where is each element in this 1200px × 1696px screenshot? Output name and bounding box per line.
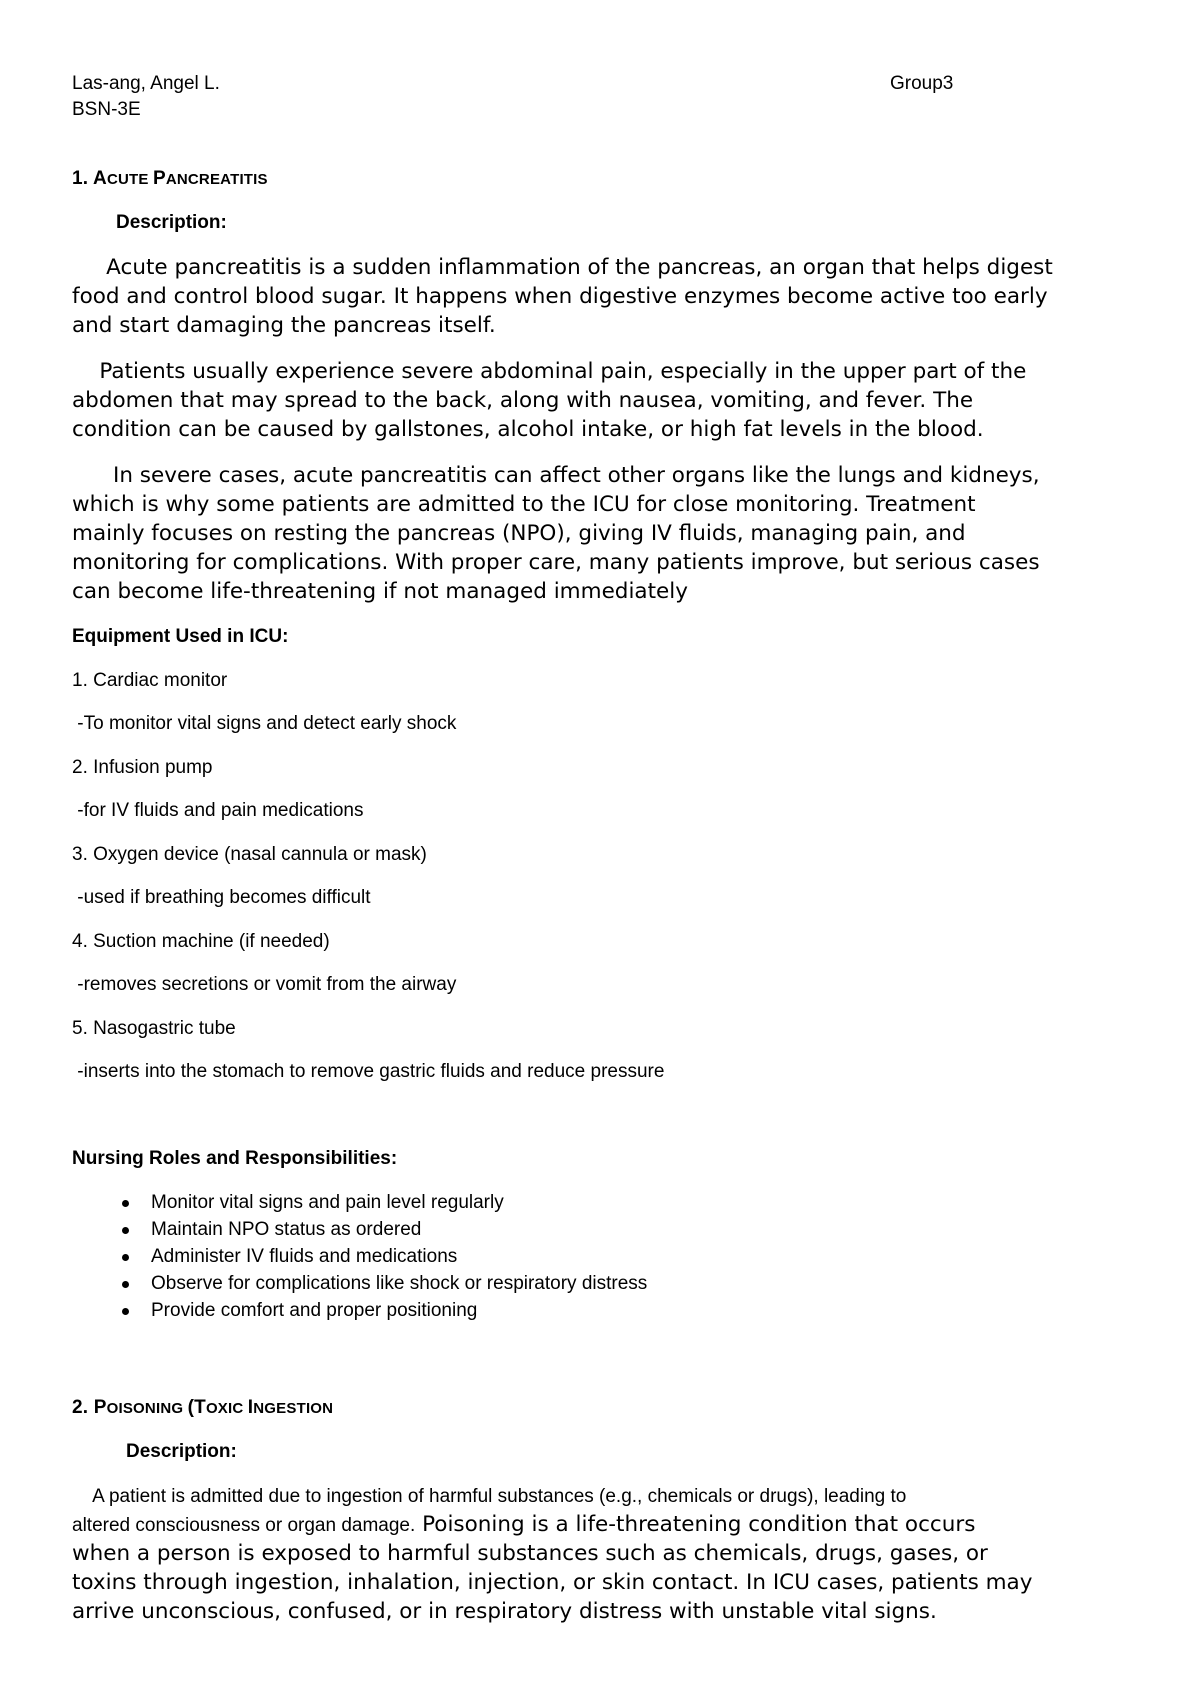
section2-description-label: Description: bbox=[126, 1441, 237, 1462]
bullet-icon bbox=[122, 1281, 129, 1288]
equipment-note: -inserts into the stomach to remove gastric fluids and reduce pressure bbox=[72, 1061, 665, 1082]
equipment-note: -To monitor vital signs and detect early shock bbox=[72, 713, 457, 734]
paragraph-line: food and control blood sugar. It happens when digestive enzymes become active too early bbox=[72, 284, 1048, 309]
paragraph-line: A patient is admitted due to ingestion of harmful substances (e.g., chemicals or drugs), leading to bbox=[72, 1486, 907, 1507]
equipment-note: -for IV fluids and pain medications bbox=[72, 800, 364, 821]
paragraph-line: abdomen that may spread to the back, along with nausea, vomiting, and fever. The bbox=[72, 388, 974, 413]
section1-heading: 1. ACUTE PANCREATITIS bbox=[72, 168, 268, 189]
group-label: Group3 bbox=[890, 73, 954, 94]
section2-heading: 2. POISONING (TOXIC INGESTION bbox=[72, 1397, 334, 1418]
equipment-item: 4. Suction machine (if needed) bbox=[72, 931, 330, 952]
equipment-note: -used if breathing becomes difficult bbox=[72, 887, 371, 908]
bullet-icon bbox=[122, 1254, 129, 1261]
paragraph-line: mainly focuses on resting the pancreas (NPO), giving IV fluids, managing pain, and bbox=[72, 521, 966, 546]
section1-description-label: Description: bbox=[116, 212, 227, 233]
equipment-heading: Equipment Used in ICU: bbox=[72, 626, 289, 647]
equipment-item: 5. Nasogastric tube bbox=[72, 1018, 236, 1039]
equipment-item: 1. Cardiac monitor bbox=[72, 670, 228, 691]
student-section: BSN-3E bbox=[72, 99, 141, 120]
paragraph-line: when a person is exposed to harmful substances such as chemicals, drugs, gases, or bbox=[72, 1541, 988, 1566]
paragraph-line: toxins through ingestion, inhalation, injection, or skin contact. In ICU cases, patients may bbox=[72, 1570, 1033, 1595]
nursing-heading: Nursing Roles and Responsibilities: bbox=[72, 1148, 398, 1169]
paragraph-line: Acute pancreatitis is a sudden inflammation of the pancreas, an organ that helps digest bbox=[72, 255, 1053, 280]
paragraph-line: In severe cases, acute pancreatitis can affect other organs like the lungs and kidneys, bbox=[72, 463, 1040, 488]
student-name: Las-ang, Angel L. bbox=[72, 73, 220, 94]
bullet-icon bbox=[122, 1308, 129, 1315]
paragraph-line: arrive unconscious, confused, or in respiratory distress with unstable vital signs. bbox=[72, 1599, 937, 1624]
paragraph-line: Patients usually experience severe abdominal pain, especially in the upper part of the bbox=[72, 359, 1027, 384]
paragraph-line: which is why some patients are admitted to the ICU for close monitoring. Treatment bbox=[72, 492, 976, 517]
bullet-icon bbox=[122, 1227, 129, 1234]
paragraph-line: can become life-threatening if not managed immediately bbox=[72, 579, 688, 604]
equipment-note: -removes secretions or vomit from the airway bbox=[72, 974, 457, 995]
equipment-item: 3. Oxygen device (nasal cannula or mask) bbox=[72, 844, 427, 865]
paragraph-line: condition can be caused by gallstones, alcohol intake, or high fat levels in the blood. bbox=[72, 417, 984, 442]
paragraph-line: monitoring for complications. With proper care, many patients improve, but serious cases bbox=[72, 550, 1040, 575]
bullet-icon bbox=[122, 1200, 129, 1207]
equipment-item: 2. Infusion pump bbox=[72, 757, 213, 778]
paragraph-line: and start damaging the pancreas itself. bbox=[72, 313, 496, 338]
paragraph-line: altered consciousness or organ damage. Poisoning is a life-threatening condition that occurs bbox=[72, 1512, 976, 1537]
